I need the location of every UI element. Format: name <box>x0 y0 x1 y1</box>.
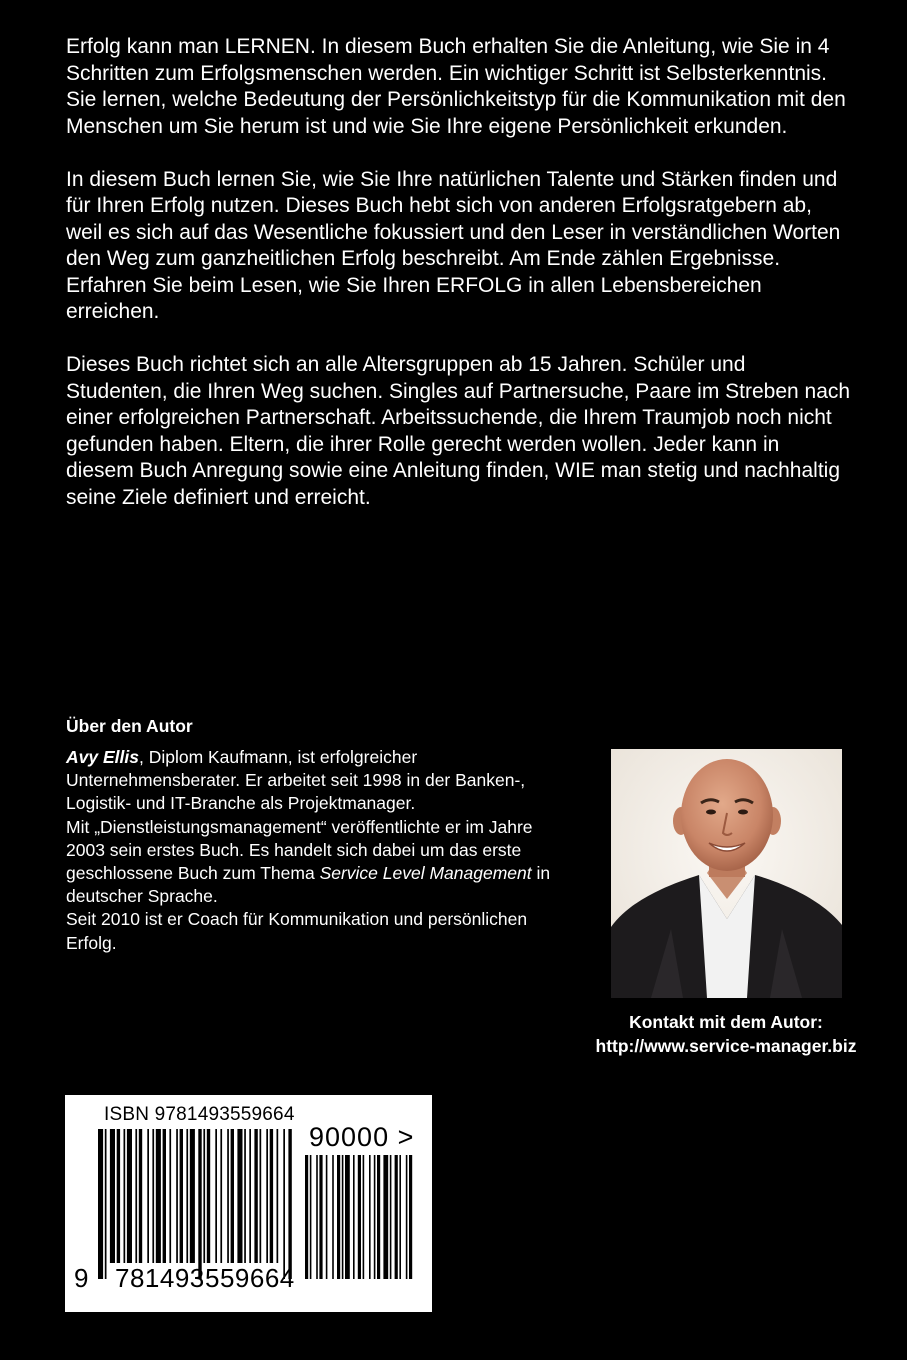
barcode-bar <box>127 1129 132 1263</box>
addon-bar <box>353 1155 355 1279</box>
barcode-bar <box>215 1129 217 1263</box>
barcode-bar <box>152 1129 154 1263</box>
barcode-bar <box>169 1129 171 1263</box>
barcode-bar <box>203 1129 205 1263</box>
addon-bar <box>377 1155 380 1279</box>
addon-bar <box>319 1155 322 1279</box>
about-author-heading: Über den Autor <box>66 716 193 736</box>
addon-bar <box>383 1155 388 1279</box>
barcode-digit-first: 9 <box>74 1263 89 1293</box>
barcode-digits-group-2: 559664 <box>205 1263 295 1293</box>
barcode-bar <box>110 1129 115 1263</box>
author-contact <box>566 1010 886 1058</box>
barcode-bar <box>283 1129 285 1279</box>
author-bio-line-2: Mit „Dienstleistungsmanagement“ veröffentlichte er im Jahre 2003 sein erstes Buch. Es handelt sich dabei um das erste geschlossene Buch zum Thema Service Level Management in deutscher Sprache. <box>66 816 551 907</box>
addon-bar <box>310 1155 312 1279</box>
barcode-bar <box>231 1129 234 1263</box>
addon-bar <box>332 1155 334 1279</box>
barcode-bar <box>288 1129 291 1279</box>
barcode-bar <box>147 1129 149 1263</box>
barcode-bar <box>244 1129 246 1263</box>
addon-bar <box>390 1155 392 1279</box>
contact-label: Kontakt mit dem Autor: <box>629 1012 823 1032</box>
barcode-bar <box>198 1129 201 1279</box>
barcode-bar <box>117 1129 120 1263</box>
barcode-bar <box>254 1129 257 1263</box>
addon-bar <box>409 1155 412 1279</box>
addon-bar <box>337 1155 340 1279</box>
price-code: 90000 > <box>309 1122 415 1152</box>
barcode-bar <box>163 1129 166 1263</box>
blurb-paragraph-1: Erfolg kann man LERNEN. In diesem Buch erhalten Sie die Anleitung, wie Sie in 4 Schritten zum Erfolgsmenschen werden. Ein wichtiger Schritt ist Selbsterkenntnis. Sie lernen, welche Bedeutung der Persönlichkeitstyp für die Kommunikation mit den Menschen um Sie herum ist und wie Sie Ihre eigene Persönlichkeit erkunden. <box>66 35 846 138</box>
addon-bar <box>305 1155 308 1279</box>
contact-url[interactable]: http://www.service-manager.biz <box>595 1036 857 1056</box>
barcode-bar <box>180 1129 183 1263</box>
barcode-bar <box>105 1129 107 1279</box>
addon-bar <box>399 1155 401 1279</box>
barcode-bar <box>98 1129 103 1279</box>
addon-bar <box>316 1155 318 1279</box>
barcode-bar <box>156 1129 161 1263</box>
author-name: Avy Ellis <box>66 747 139 767</box>
barcode-bar <box>220 1129 222 1263</box>
author-portrait-illustration <box>611 749 842 998</box>
blurb-paragraph-3: Erfahren Sie beim Lesen, wie Sie Ihren ERFOLG in allen Lebensbereichen erreichen. <box>66 273 762 323</box>
barcode-bar <box>270 1129 273 1263</box>
barcode-digits-group-1: 781493 <box>115 1263 205 1293</box>
addon-bar <box>326 1155 328 1279</box>
barcode-bar <box>176 1129 178 1263</box>
author-bio-line-3: Seit 2010 ist er Coach für Kommunikation und persönlichen Erfolg. <box>66 909 528 953</box>
addon-bar <box>363 1155 365 1279</box>
barcode-bar <box>227 1129 229 1263</box>
isbn-barcode <box>65 1095 432 1312</box>
barcode-bar <box>207 1129 210 1263</box>
barcode-bar <box>139 1129 142 1263</box>
addon-bar <box>342 1155 344 1279</box>
addon-bar <box>374 1155 376 1279</box>
barcode-bar <box>260 1129 262 1263</box>
barcode-bar <box>237 1129 242 1263</box>
book-topic: Service Level Management <box>319 863 532 884</box>
blurb-paragraph-4: Dieses Buch richtet sich an alle Altersgruppen ab 15 Jahren. Schüler und Studenten, die Ihren Weg suchen. Singles auf Partnersuche, Paare im Streben nach einer erfolgreichen Partnerschaft. Arbeitssuchende, die Ihrem Traumjob noch nicht gefunden haben. Eltern, die ihrer Rolle gerecht werden wollen. Jeder kann in diesem Buch Anregung sowie eine Anleitung finden, WIE man stetig und nachhaltig seine Ziele definiert und erreicht. <box>66 353 851 509</box>
addon-bar <box>358 1155 361 1279</box>
addon-bar <box>345 1155 350 1279</box>
isbn-label: ISBN 9781493559664 <box>104 1104 295 1125</box>
addon-bar <box>369 1155 371 1279</box>
blurb-paragraph-2: In diesem Buch lernen Sie, wie Sie Ihre natürlichen Talente und Stärken finden und für Ihren Erfolg nutzen. Dieses Buch hebt sich von anderen Erfolgsratgebern ab, weil es sich auf das Wesentliche fokussiert und den Leser in verständlichen Worten den Weg zum ganzheitlichen Erfolg beschreibt. Am Ende zählen Ergebnisse. <box>66 167 841 270</box>
barcode-bar <box>190 1129 195 1263</box>
author-bio-line-1: Avy Ellis, Diplom Kaufmann, ist erfolgreicher Unternehmensberater. Er arbeitet seit 1998 in der Banken-, Logistik- und IT-Branche als Projektmanager. <box>66 747 526 814</box>
barcode-bar <box>277 1129 279 1263</box>
barcode-bar <box>135 1129 137 1263</box>
barcode-bar <box>186 1129 188 1263</box>
addon-bar <box>395 1155 398 1279</box>
barcode-bar <box>124 1129 126 1263</box>
book-blurb <box>66 34 851 538</box>
barcode-bar <box>249 1129 251 1263</box>
author-photo <box>611 749 842 998</box>
addon-bar <box>406 1155 408 1279</box>
barcode-bar <box>266 1129 268 1263</box>
about-author-text <box>66 746 566 955</box>
